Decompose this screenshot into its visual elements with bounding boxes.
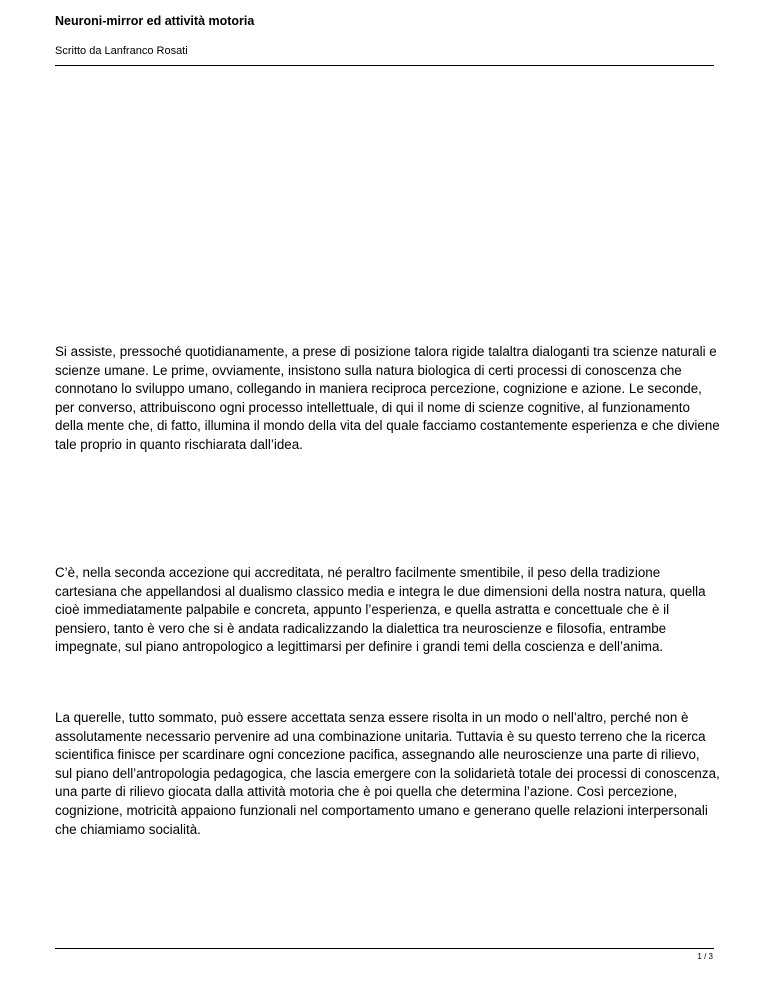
footer-divider [55, 948, 714, 949]
body-paragraph-1: Si assiste, pressoché quotidianamente, a prese di posizione talora rigide talaltra dialoganti tra scienze naturali e scienze umane. Le prime, ovviamente, insistono sulla natura biologica di certi processi di conoscenza che connotano lo sviluppo umano, collegando in maniera reciproca percezione, cognizione e azione. Le seconde, per converso, attribuiscono ogni processo intellettuale, di qui il nome di scienze cognitive, al funzionamento della mente che, di fatto, illumina il mondo della vita del quale facciamo costantemente esperienza e che diviene tale proprio in quanto rischiarata dall’idea. [55, 344, 720, 452]
body-paragraph-2: C’è, nella seconda accezione qui accreditata, né peraltro facilmente smentibile, il peso della tradizione cartesiana che appellandosi al dualismo classico media e integra le due dimensioni della nostra natura, quella cioè immediatamente palpabile e concreta, appunto l’esperienza, e quella astratta e concettuale che è il pensiero, tanto è vero che si è andata radicalizzando la dialettica tra neuroscienze e filosofia, entrambe impegnate, sul piano antropologico a legittimarsi per definire i grandi temi della coscienza e dell’anima. [55, 565, 706, 655]
body-paragraph-3: La querelle, tutto sommato, può essere accettata senza essere risolta in un modo o nell’altro, perché non è assolutamente necessario pervenire ad una combinazione unitaria. Tuttavia è su questo terreno che la ricerca scientifica finisce per scardinare ogni concezione pacifica, assegnando alle neuroscienze una parte di rilievo, sul piano dell’antropologia pedagogica, che lascia emergere con la solidarietà totale dei processi di conoscenza, una parte di rilievo giocata dalla attività motoria che è poi quella che determina l’azione. Così percezione, cognizione, motricità appaiono funzionali nel comportamento umano e generano quelle relazioni interpersonali che chiamiamo socialità. [55, 710, 720, 837]
header-divider [55, 65, 714, 66]
document-title: Neuroni-mirror ed attività motoria [55, 14, 255, 28]
document-author: Scritto da Lanfranco Rosati [55, 45, 188, 57]
page-number: 1 / 3 [697, 952, 713, 961]
